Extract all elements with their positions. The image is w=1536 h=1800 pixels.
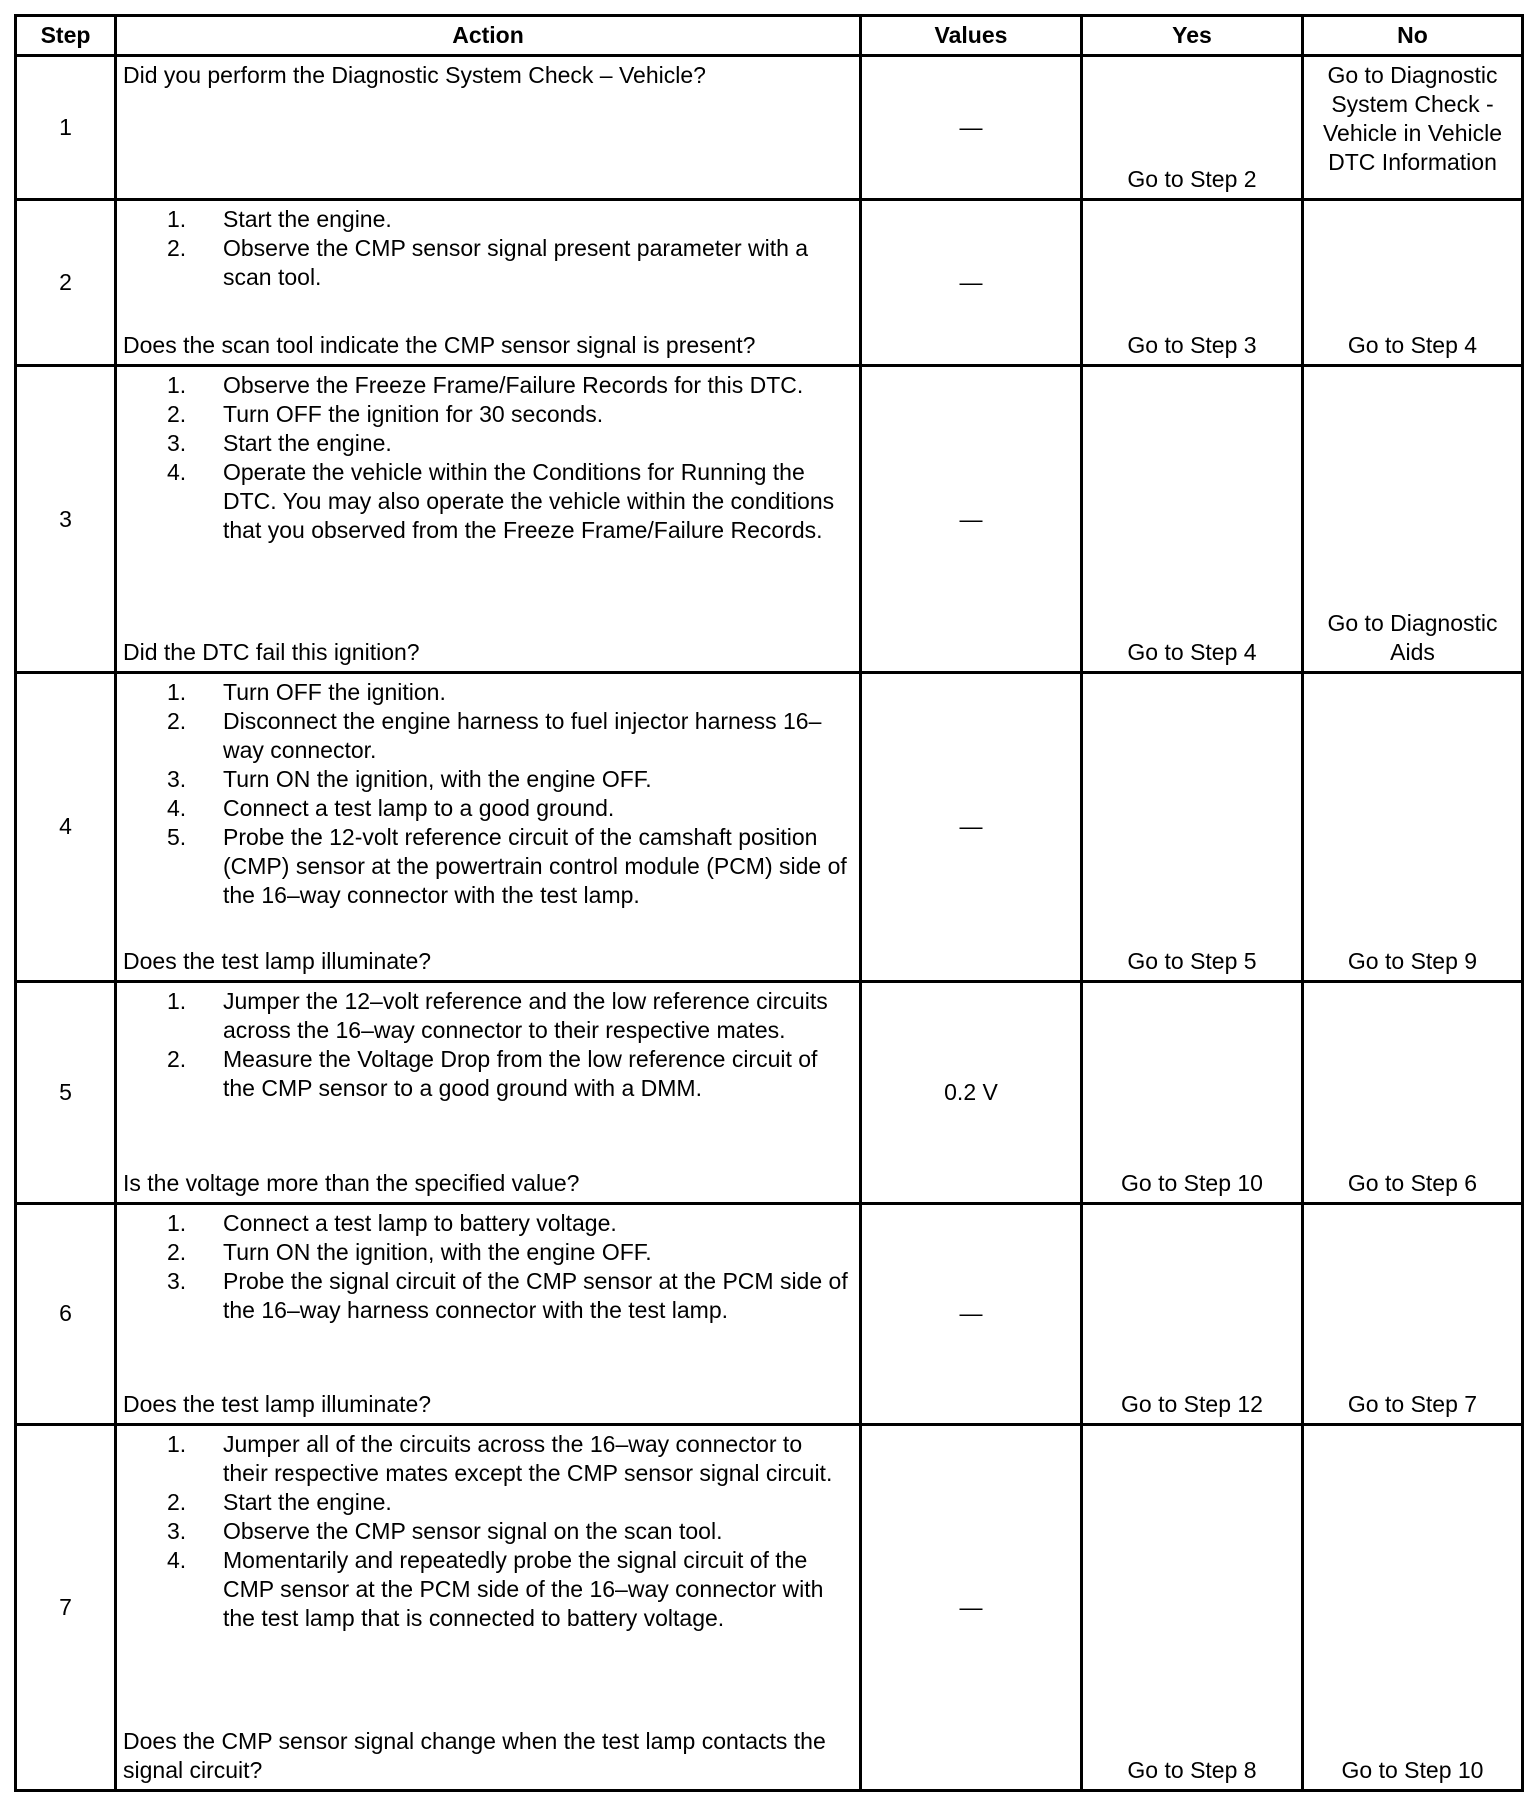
list-item-text: Turn OFF the ignition for 30 seconds. xyxy=(223,401,604,428)
value-cell: 0.2 V xyxy=(861,981,1082,1203)
list-item-number: 5. xyxy=(167,823,187,850)
list-item-number: 2. xyxy=(167,1238,187,1265)
action-steps-list xyxy=(123,205,853,292)
list-item-number: 2. xyxy=(167,1489,187,1516)
list-item xyxy=(123,400,853,429)
yes-cell: Go to Step 3 xyxy=(1082,200,1303,366)
header-no: No xyxy=(1303,16,1523,56)
action-steps-list xyxy=(123,1430,853,1633)
action-steps-list xyxy=(123,678,853,910)
action-cell xyxy=(116,672,861,981)
list-item xyxy=(123,205,853,234)
list-item-text: Operate the vehicle within the Conditions for Running the DTC. You may also operate the vehicle within the conditions that you observed from the Freeze Frame/Failure Records. xyxy=(223,459,835,544)
table-row xyxy=(16,56,1523,200)
diagnostic-table xyxy=(14,14,1524,1792)
value-cell: — xyxy=(861,200,1082,366)
list-item xyxy=(123,987,853,1045)
step-number: 7 xyxy=(16,1425,116,1791)
action-question: Does the test lamp illuminate? xyxy=(123,1391,432,1418)
list-item xyxy=(123,1430,853,1488)
list-item-text: Observe the CMP sensor signal present parameter with a scan tool. xyxy=(223,235,809,291)
list-item-number: 3. xyxy=(167,430,187,457)
header-row xyxy=(16,16,1523,56)
step-number: 5 xyxy=(16,981,116,1203)
list-item-number: 2. xyxy=(167,1045,187,1072)
list-item xyxy=(123,1238,853,1267)
action-steps-list xyxy=(123,1209,853,1325)
list-item xyxy=(123,429,853,458)
action-cell xyxy=(116,200,861,366)
action-cell xyxy=(116,981,861,1203)
table-row xyxy=(16,366,1523,673)
list-item-text: Observe the CMP sensor signal on the scan tool. xyxy=(223,1518,723,1545)
action-question: Does the scan tool indicate the CMP sensor signal is present? xyxy=(123,332,756,359)
table-row xyxy=(16,672,1523,981)
action-question: Did the DTC fail this ignition? xyxy=(123,638,420,665)
table-row xyxy=(16,981,1523,1203)
list-item-text: Probe the 12-volt reference circuit of the camshaft position (CMP) sensor at the powertrain control module (PCM) side of the 16–way connector with the test lamp. xyxy=(223,823,847,908)
value-cell: — xyxy=(861,1203,1082,1425)
list-item-number: 1. xyxy=(167,987,187,1014)
no-cell: Go to Step 10 xyxy=(1303,1425,1523,1791)
yes-cell: Go to Step 8 xyxy=(1082,1425,1303,1791)
list-item-number: 4. xyxy=(167,794,187,821)
action-cell xyxy=(116,1203,861,1425)
list-item-text: Jumper all of the circuits across the 16–way connector to their respective mates except the CMP sensor signal circuit. xyxy=(223,1431,833,1487)
list-item xyxy=(123,707,853,765)
list-item xyxy=(123,1045,853,1103)
yes-cell: Go to Step 4 xyxy=(1082,366,1303,673)
action-question: Is the voltage more than the specified value? xyxy=(123,1169,580,1196)
list-item-number: 1. xyxy=(167,372,187,399)
list-item xyxy=(123,1546,853,1633)
step-number: 2 xyxy=(16,200,116,366)
list-item-number: 1. xyxy=(167,1431,187,1458)
list-item-number: 1. xyxy=(167,1209,187,1236)
list-item xyxy=(123,823,853,910)
no-cell: Go to Step 4 xyxy=(1303,200,1523,366)
table-row xyxy=(16,1425,1523,1791)
list-item-text: Connect a test lamp to a good ground. xyxy=(223,794,615,821)
no-cell: Go to Step 6 xyxy=(1303,981,1523,1203)
list-item-text: Turn OFF the ignition. xyxy=(223,678,446,705)
action-steps-list xyxy=(123,371,853,545)
action-question: Did you perform the Diagnostic System Check – Vehicle? xyxy=(123,62,706,88)
action-steps-list xyxy=(123,987,853,1103)
step-number: 1 xyxy=(16,56,116,200)
header-step: Step xyxy=(16,16,116,56)
value-cell: — xyxy=(861,56,1082,200)
list-item-number: 4. xyxy=(167,459,187,486)
list-item-number: 3. xyxy=(167,1267,187,1294)
list-item-number: 2. xyxy=(167,235,187,262)
step-number: 4 xyxy=(16,672,116,981)
list-item-text: Start the engine. xyxy=(223,1489,392,1516)
list-item-text: Start the engine. xyxy=(223,430,392,457)
list-item-text: Momentarily and repeatedly probe the signal circuit of the CMP sensor at the PCM side of the 16–way connector with the test lamp that is connected to battery voltage. xyxy=(223,1547,824,1632)
list-item-text: Probe the signal circuit of the CMP sensor at the PCM side of the 16–way harness connector with the test lamp. xyxy=(223,1267,848,1323)
list-item xyxy=(123,458,853,545)
header-yes: Yes xyxy=(1082,16,1303,56)
no-cell: Go to Step 7 xyxy=(1303,1203,1523,1425)
list-item xyxy=(123,1209,853,1238)
list-item xyxy=(123,1517,853,1546)
value-cell: — xyxy=(861,366,1082,673)
yes-cell: Go to Step 12 xyxy=(1082,1203,1303,1425)
list-item-text: Start the engine. xyxy=(223,206,392,233)
list-item xyxy=(123,1488,853,1517)
list-item-number: 3. xyxy=(167,1518,187,1545)
list-item xyxy=(123,678,853,707)
list-item-number: 3. xyxy=(167,765,187,792)
list-item xyxy=(123,371,853,400)
no-cell: Go to Diagnostic Aids xyxy=(1303,366,1523,673)
list-item-text: Observe the Freeze Frame/Failure Records for this DTC. xyxy=(223,372,804,399)
no-cell: Go to Step 9 xyxy=(1303,672,1523,981)
list-item-text: Measure the Voltage Drop from the low reference circuit of the CMP sensor to a good ground with a DMM. xyxy=(223,1045,818,1101)
list-item-text: Turn ON the ignition, with the engine OFF. xyxy=(223,1238,652,1265)
list-item-number: 2. xyxy=(167,707,187,734)
header-values: Values xyxy=(861,16,1082,56)
action-question: Does the CMP sensor signal change when the test lamp contacts the signal circuit? xyxy=(123,1728,826,1783)
list-item xyxy=(123,794,853,823)
list-item xyxy=(123,234,853,292)
yes-cell: Go to Step 2 xyxy=(1082,56,1303,200)
no-cell: Go to Diagnostic System Check - Vehicle in Vehicle DTC Information xyxy=(1303,56,1523,200)
list-item-text: Jumper the 12–volt reference and the low reference circuits across the 16–way connector to their respective mates. xyxy=(223,987,828,1043)
step-number: 3 xyxy=(16,366,116,673)
list-item xyxy=(123,765,853,794)
action-question: Does the test lamp illuminate? xyxy=(123,947,432,974)
yes-cell: Go to Step 5 xyxy=(1082,672,1303,981)
list-item-text: Connect a test lamp to battery voltage. xyxy=(223,1209,617,1236)
list-item-text: Disconnect the engine harness to fuel injector harness 16–way connector. xyxy=(223,707,822,763)
list-item-number: 2. xyxy=(167,401,187,428)
header-action: Action xyxy=(116,16,861,56)
yes-cell: Go to Step 10 xyxy=(1082,981,1303,1203)
step-number: 6 xyxy=(16,1203,116,1425)
list-item-number: 4. xyxy=(167,1547,187,1574)
list-item-number: 1. xyxy=(167,206,187,233)
list-item-text: Turn ON the ignition, with the engine OFF. xyxy=(223,765,652,792)
value-cell: — xyxy=(861,1425,1082,1791)
action-cell xyxy=(116,366,861,673)
table-row xyxy=(16,1203,1523,1425)
value-cell: — xyxy=(861,672,1082,981)
list-item-number: 1. xyxy=(167,678,187,705)
table-row xyxy=(16,200,1523,366)
list-item xyxy=(123,1267,853,1325)
action-cell xyxy=(116,56,861,200)
action-cell xyxy=(116,1425,861,1791)
